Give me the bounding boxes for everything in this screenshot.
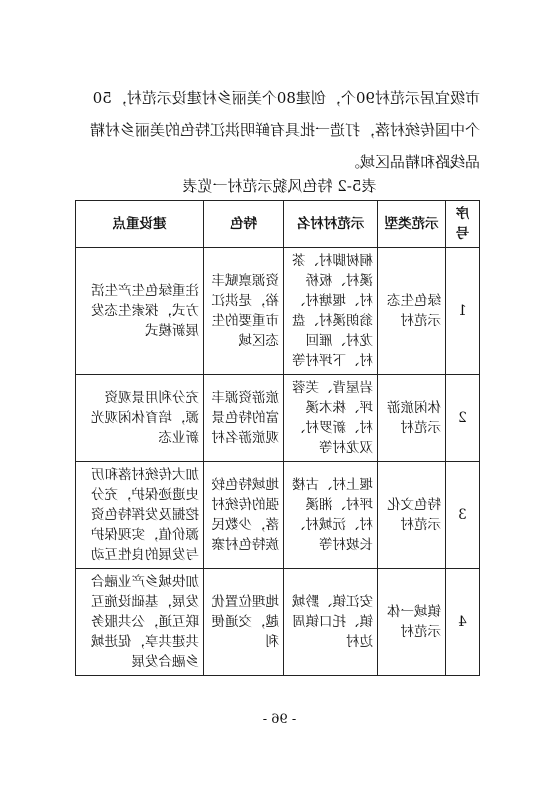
cell-focus: 注重绿色生产生活方式，探索生态发展新模式 xyxy=(76,248,204,375)
cell-features: 资源禀赋丰裕，是洪江市重要的生态区域 xyxy=(204,248,284,375)
table-row xyxy=(76,569,480,676)
header-cell-features: 特色 xyxy=(204,201,284,248)
cell-village-names: 安江镇、黔城镇、托口镇周边村 xyxy=(284,569,378,676)
cell-focus: 加大传统村落和历史遗迹保护，充分挖掘及发挥特色资源价值，实现保护与发展的良性互动 xyxy=(76,462,204,569)
header-cell-village-names: 示范村村名 xyxy=(284,201,378,248)
cell-features: 地域特色较强的传统村落，少数民族特色村寨 xyxy=(204,462,284,569)
cell-type: 镇域一体示范村 xyxy=(378,569,446,676)
table-row xyxy=(76,248,480,375)
cell-features: 地理位置优越，交通便利 xyxy=(204,569,284,676)
table-row xyxy=(76,375,480,462)
header-cell-focus: 建设重点 xyxy=(76,201,204,248)
cell-features: 旅游资源丰富的特色景观旅游名村 xyxy=(204,375,284,462)
header-cell-type: 示范类型 xyxy=(378,201,446,248)
paragraph-line: 市级宜居示范村90个，创建80个美丽乡村建设示范村，50 xyxy=(92,89,480,107)
cell-village-names: 堰上村、古楼坪村、湘溪村、沅城村、长坡村等 xyxy=(284,462,378,569)
cell-focus: 充分利用景观资源，培育休闲观光新业态 xyxy=(76,375,204,462)
cell-type: 绿色生态示范村 xyxy=(378,248,446,375)
table-header-row xyxy=(76,201,480,248)
header-cell-index: 序号 xyxy=(446,201,480,248)
paragraph-line: 品线路和精品区域。 xyxy=(344,153,480,171)
table-caption: 表5-2 特色风貌示范村一览表 xyxy=(182,177,377,195)
cell-index: 3 xyxy=(446,462,480,569)
cell-village-names: 桐树脚村、茶溪村、板桥村、堰塘村、翁朗溪村、盘龙村、雁回村、下坪村等 xyxy=(284,248,378,375)
paragraph-line: 个中国传统村落，打造一批具有鲜明洪江特色的美丽乡村精 xyxy=(89,121,480,139)
cell-type: 特色文化示范村 xyxy=(378,462,446,569)
cell-index: 1 xyxy=(446,248,480,375)
cell-focus: 加快城乡产业融合发展，基础设施互联互通，公共服务共建共享，促进城乡融合发展 xyxy=(76,569,204,676)
cell-type: 休闲旅游示范村 xyxy=(378,375,446,462)
cell-village-names: 岩屋背、芙蓉坪、株木溪村、新罗村、双龙村等 xyxy=(284,375,378,462)
page-number: - 96 - xyxy=(262,712,297,727)
demonstration-village-table xyxy=(75,200,480,676)
body-paragraph xyxy=(76,82,480,178)
cell-index: 4 xyxy=(446,569,480,676)
table-row xyxy=(76,462,480,569)
cell-index: 2 xyxy=(446,375,480,462)
